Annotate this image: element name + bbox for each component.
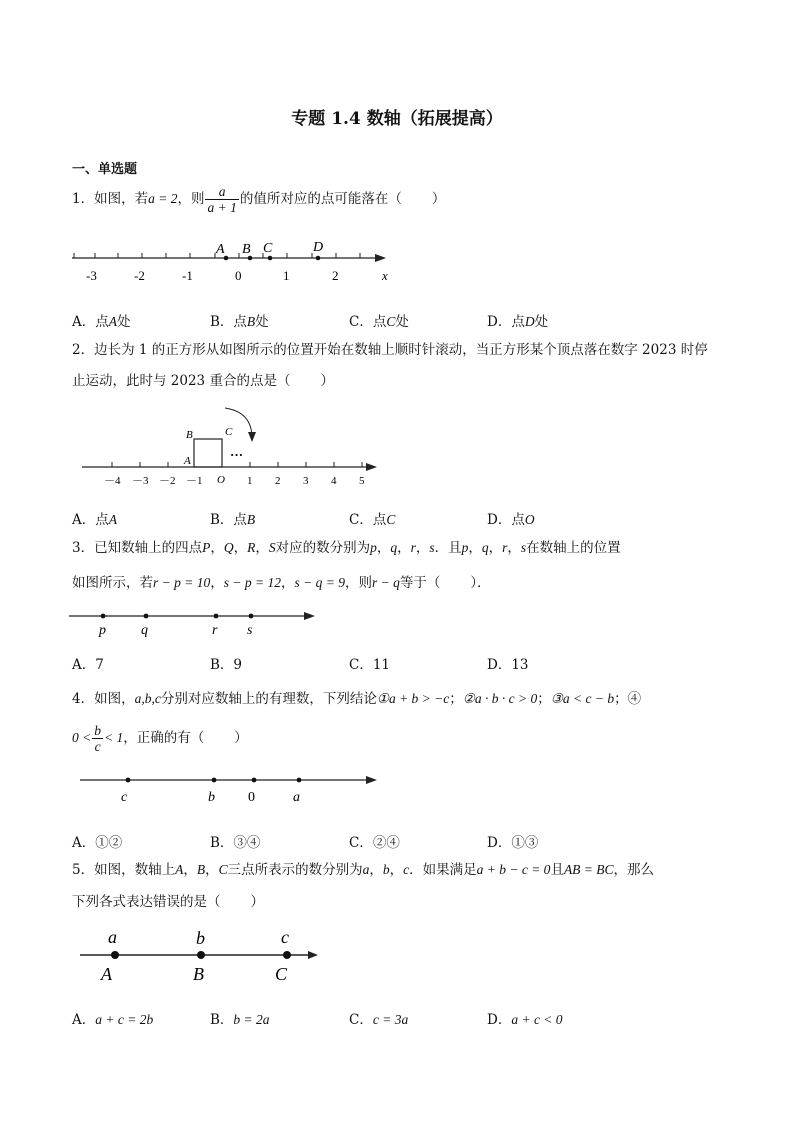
q4-option-c[interactable]: C．②④ bbox=[349, 835, 400, 851]
q3-label-r: r bbox=[212, 623, 218, 638]
q4-label-a: a bbox=[293, 790, 300, 805]
q4-point-a bbox=[297, 778, 302, 783]
q1-option-a[interactable]: A．点A处 bbox=[72, 314, 131, 330]
q2-tick-neg1: －1 bbox=[186, 475, 203, 487]
q4-option-d[interactable]: D．①③ bbox=[487, 835, 539, 851]
q3-point-q bbox=[144, 614, 149, 619]
q3-point-r bbox=[214, 614, 219, 619]
q2-tick-4: 4 bbox=[331, 475, 337, 487]
q2-tick-5: 5 bbox=[359, 475, 365, 487]
q3-number-line bbox=[65, 606, 325, 642]
q4-point-0 bbox=[252, 778, 257, 783]
q5-lower-a: A bbox=[101, 964, 112, 984]
q2-label-a: A bbox=[184, 455, 191, 467]
q3-axis-arrow bbox=[304, 612, 315, 620]
q4-point-b bbox=[212, 778, 217, 783]
q3-option-c[interactable]: C．11 bbox=[349, 657, 391, 673]
q5-option-d[interactable]: D．a + c < 0 bbox=[487, 1012, 563, 1028]
q1-fraction-denominator: a + 1 bbox=[207, 200, 237, 215]
q5-point-c bbox=[283, 951, 291, 959]
q1-label-c: C bbox=[263, 241, 273, 256]
q2-tick-1: 1 bbox=[247, 475, 253, 487]
q2-label-c: C bbox=[225, 426, 233, 438]
q1-fraction-numerator: a bbox=[205, 184, 238, 200]
question-3-line2: 如图所示，若r − p = 10，s − p = 12，s − q = 9，则r − q等于（ ）． bbox=[72, 575, 491, 591]
question-5-line1: 5．如图，数轴上A，B，C三点所表示的数分别为a，b，c．如果满足a + b − c = 0且AB = BC，那么 bbox=[72, 862, 655, 878]
q1-mid: ，则 bbox=[177, 191, 205, 207]
q2-tick-neg2: －2 bbox=[159, 475, 176, 487]
q1-option-c[interactable]: C．点C处 bbox=[349, 314, 409, 330]
page-title: 专题 1.4 数轴（拓展提高） bbox=[291, 109, 503, 129]
q3-label-s: s bbox=[247, 623, 253, 638]
q5-lower-b: B bbox=[193, 964, 204, 984]
q1-tick-neg3: -3 bbox=[86, 268, 97, 283]
q1-axis-arrow bbox=[375, 254, 386, 262]
q4-label-b: b bbox=[208, 790, 215, 805]
q1-tick-0: 0 bbox=[235, 268, 242, 283]
question-3-line1: 3．已知数轴上的四点P，Q，R，S对应的数分别为p，q，r，s．且p，q，r，s在数轴上的位置 bbox=[72, 540, 621, 556]
q3-option-a[interactable]: A．7 bbox=[72, 657, 104, 673]
q1-tick-1: 1 bbox=[283, 268, 290, 283]
q1-point-d bbox=[316, 256, 321, 261]
q5-lower-c: C bbox=[275, 964, 288, 984]
q2-number-line bbox=[70, 404, 390, 496]
q1-condition: a = 2 bbox=[148, 191, 178, 206]
q3-point-p bbox=[101, 614, 106, 619]
q5-point-b bbox=[197, 951, 205, 959]
question-2-line1: 2．边长为 1 的正方形从如图所示的位置开始在数轴上顺时针滚动，当正方形某个顶点落在数字 2023 时停 bbox=[72, 342, 708, 358]
q3-option-b[interactable]: B．9 bbox=[210, 657, 243, 673]
q1-tick-neg1: -1 bbox=[182, 268, 193, 283]
q5-option-b[interactable]: B．b = 2a bbox=[210, 1012, 270, 1028]
q5-axis-arrow bbox=[308, 951, 318, 959]
q1-point-c bbox=[268, 256, 273, 261]
q5-upper-c: c bbox=[281, 927, 289, 947]
q5-number-line bbox=[72, 924, 332, 988]
q1-label-d: D bbox=[313, 240, 324, 255]
q4-point-c bbox=[126, 778, 131, 783]
q5-upper-a: a bbox=[108, 927, 117, 947]
q3-label-p: p bbox=[99, 623, 106, 638]
q4-option-a[interactable]: A．①② bbox=[72, 835, 123, 851]
q2-option-a[interactable]: A．点A bbox=[72, 512, 117, 528]
q1-label-b: B bbox=[242, 242, 251, 257]
q2-square bbox=[194, 439, 222, 467]
q2-tick-2: 2 bbox=[275, 475, 281, 487]
q2-rotation-arrowhead bbox=[248, 432, 256, 442]
q3-point-s bbox=[249, 614, 254, 619]
q2-tick-3: 3 bbox=[303, 475, 309, 487]
q2-tick-neg4: －4 bbox=[104, 475, 121, 487]
q2-ellipsis: … bbox=[230, 444, 243, 459]
section-heading: 一、单选题 bbox=[72, 162, 138, 177]
q1-label-a: A bbox=[216, 242, 225, 257]
q2-label-b: B bbox=[186, 429, 193, 441]
q1-close: ） bbox=[431, 191, 446, 207]
question-2-line2: 止运动，此时与 2023 重合的点是（ ） bbox=[72, 373, 334, 389]
q1-axis-var: x bbox=[382, 268, 388, 283]
q2-option-b[interactable]: B．点B bbox=[210, 512, 256, 528]
question-1-stem bbox=[72, 184, 445, 215]
q5-option-a[interactable]: A．a + c = 2b bbox=[72, 1012, 154, 1028]
q4-fraction: $\frac{b}{c}$ bbox=[94, 723, 101, 754]
q1-tail: 的值所对应的点可能落在（ bbox=[239, 191, 402, 207]
question-4-line1: 4．如图，a,b,c分别对应数轴上的有理数，下列结论①a + b > −c；②a · b · c > 0；③a < c − b；④ bbox=[72, 691, 642, 707]
q1-tick-neg2: -2 bbox=[134, 268, 145, 283]
q1-option-b[interactable]: B．点B处 bbox=[210, 314, 269, 330]
q3-option-d[interactable]: D．13 bbox=[487, 657, 529, 673]
q1-option-d[interactable]: D．点D处 bbox=[487, 314, 549, 330]
q1-number-line bbox=[60, 236, 400, 288]
q4-label-c: c bbox=[121, 790, 128, 805]
question-4-line2: 0 < $\frac{b}{c}$ < 1，正确的有（ ） bbox=[72, 723, 248, 754]
q2-option-d[interactable]: D．点O bbox=[487, 512, 535, 528]
q2-axis-arrow bbox=[366, 463, 377, 471]
q4-option-b[interactable]: B．③④ bbox=[210, 835, 261, 851]
q1-lead: 1．如图，若 bbox=[72, 191, 149, 207]
q5-point-a bbox=[111, 951, 119, 959]
q4-axis-arrow bbox=[366, 776, 377, 784]
q1-fraction bbox=[205, 184, 238, 215]
q5-upper-b: b bbox=[196, 928, 205, 948]
q4-label-0: 0 bbox=[248, 790, 255, 805]
q5-option-c[interactable]: C．c = 3a bbox=[349, 1012, 409, 1028]
q2-origin-label: O bbox=[217, 474, 225, 486]
q3-label-q: q bbox=[141, 623, 148, 638]
q4-number-line bbox=[72, 770, 392, 806]
question-5-line2: 下列各式表达错误的是（ ） bbox=[72, 894, 264, 910]
q1-tick-2: 2 bbox=[332, 268, 339, 283]
q2-option-c[interactable]: C．点C bbox=[349, 512, 396, 528]
q2-tick-neg3: －3 bbox=[132, 475, 149, 487]
